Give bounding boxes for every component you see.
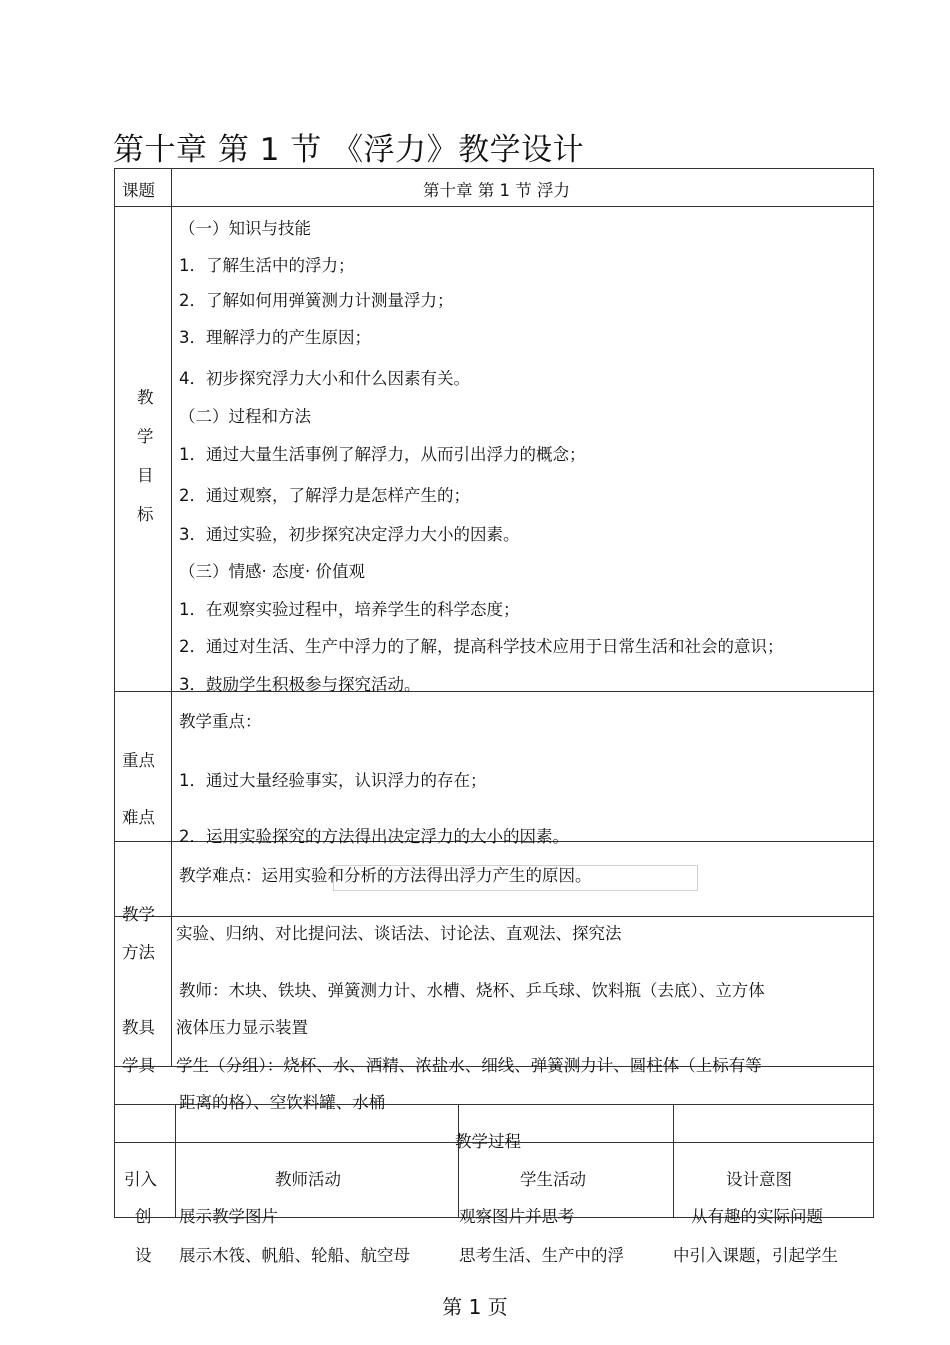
goals-line: 2．通过对生活、生产中浮力的了解，提高科学技术应用于日常生活和社会的意识； bbox=[179, 637, 784, 656]
page-title: 第十章 第 1 节 《浮力》教学设计 bbox=[113, 132, 585, 168]
goals-line: 4．初步探究浮力大小和什么因素有关。 bbox=[179, 369, 470, 388]
student-tools: 距离的格）、空饮料罐、水桶 bbox=[179, 1093, 386, 1112]
teacher-tools: 液体压力显示装置 bbox=[176, 1018, 308, 1037]
stage-label: 创 bbox=[135, 1207, 152, 1226]
topic-label: 课题 bbox=[122, 181, 155, 200]
method-label: 教学 bbox=[122, 905, 155, 924]
method-label: 方法 bbox=[122, 943, 155, 962]
method-value: 实验、归纳、对比提问法、谈话法、讨论法、直观法、探究法 bbox=[176, 924, 622, 943]
goals-line: 1．在观察实验过程中，培养学生的科学态度； bbox=[179, 600, 520, 619]
goals-line: （三）情感· 态度· 价值观 bbox=[179, 562, 365, 581]
goals-line: 3．鼓励学生积极参与探究活动。 bbox=[179, 675, 421, 694]
student-tools: 学生（分组）：烧杯、水、酒精、浓盐水、细线、弹簧测力计、圆柱体（上标有等 bbox=[176, 1056, 762, 1075]
goals-line: 2．通过观察，了解浮力是怎样产生的； bbox=[179, 486, 470, 505]
tools-label: 教具 bbox=[122, 1018, 155, 1037]
goals-line: 1．了解生活中的浮力； bbox=[179, 256, 355, 275]
tools-label: 学具 bbox=[122, 1056, 155, 1075]
goals-label-char: 教 bbox=[137, 388, 154, 407]
goals-line: 2．了解如何用弹簧测力计测量浮力； bbox=[179, 291, 454, 310]
design-intent: 从有趣的实际问题 bbox=[691, 1207, 823, 1226]
teacher-tools: 教师：木块、铁块、弹簧测力计、水槽、烧杯、乒乓球、饮料瓶（去底）、立方体 bbox=[179, 981, 765, 1000]
keypoint-item: 1．通过大量经验事实，认识浮力的存在； bbox=[179, 771, 487, 790]
goals-line: （二）过程和方法 bbox=[179, 407, 311, 426]
student-activity: 思考生活、生产中的浮 bbox=[459, 1246, 624, 1265]
difficulty-label: 难点 bbox=[122, 808, 155, 827]
goals-label-char: 标 bbox=[137, 505, 154, 524]
process-heading: 教学过程 bbox=[455, 1132, 521, 1151]
page-number: 第 1 页 bbox=[442, 1295, 508, 1319]
difficulty-text: 教学难点：运用实验和分析的方法得出浮力产生的原因。 bbox=[179, 866, 592, 885]
topic-value: 第十章 第 1 节 浮力 bbox=[423, 181, 570, 200]
keypoints-heading: 教学重点： bbox=[179, 712, 262, 731]
goals-line: 3．理解浮力的产生原因； bbox=[179, 328, 371, 347]
student-activity: 观察图片并思考 bbox=[459, 1207, 575, 1226]
goals-label-char: 学 bbox=[137, 427, 154, 446]
stage-label: 设 bbox=[135, 1246, 152, 1265]
goals-line: 1．通过大量生活事例了解浮力，从而引出浮力的概念； bbox=[179, 445, 586, 464]
design-intent: 中引入课题，引起学生 bbox=[673, 1246, 838, 1265]
goals-line: （一）知识与技能 bbox=[179, 219, 311, 238]
stage-label: 引入 bbox=[124, 1170, 157, 1189]
teacher-activity: 展示木筏、帆船、轮船、航空母 bbox=[179, 1246, 410, 1265]
goals-label-char: 目 bbox=[137, 466, 154, 485]
teacher-activity: 展示教学图片 bbox=[179, 1207, 278, 1226]
col-student-header: 学生活动 bbox=[520, 1170, 586, 1189]
col-intent-header: 设计意图 bbox=[726, 1170, 792, 1189]
keypoint-item: 2．运用实验探究的方法得出决定浮力的大小的因素。 bbox=[179, 827, 569, 846]
col-teacher-header: 教师活动 bbox=[275, 1170, 341, 1189]
goals-line: 3．通过实验，初步探究决定浮力大小的因素。 bbox=[179, 525, 520, 544]
keypoints-label: 重点 bbox=[122, 751, 155, 770]
